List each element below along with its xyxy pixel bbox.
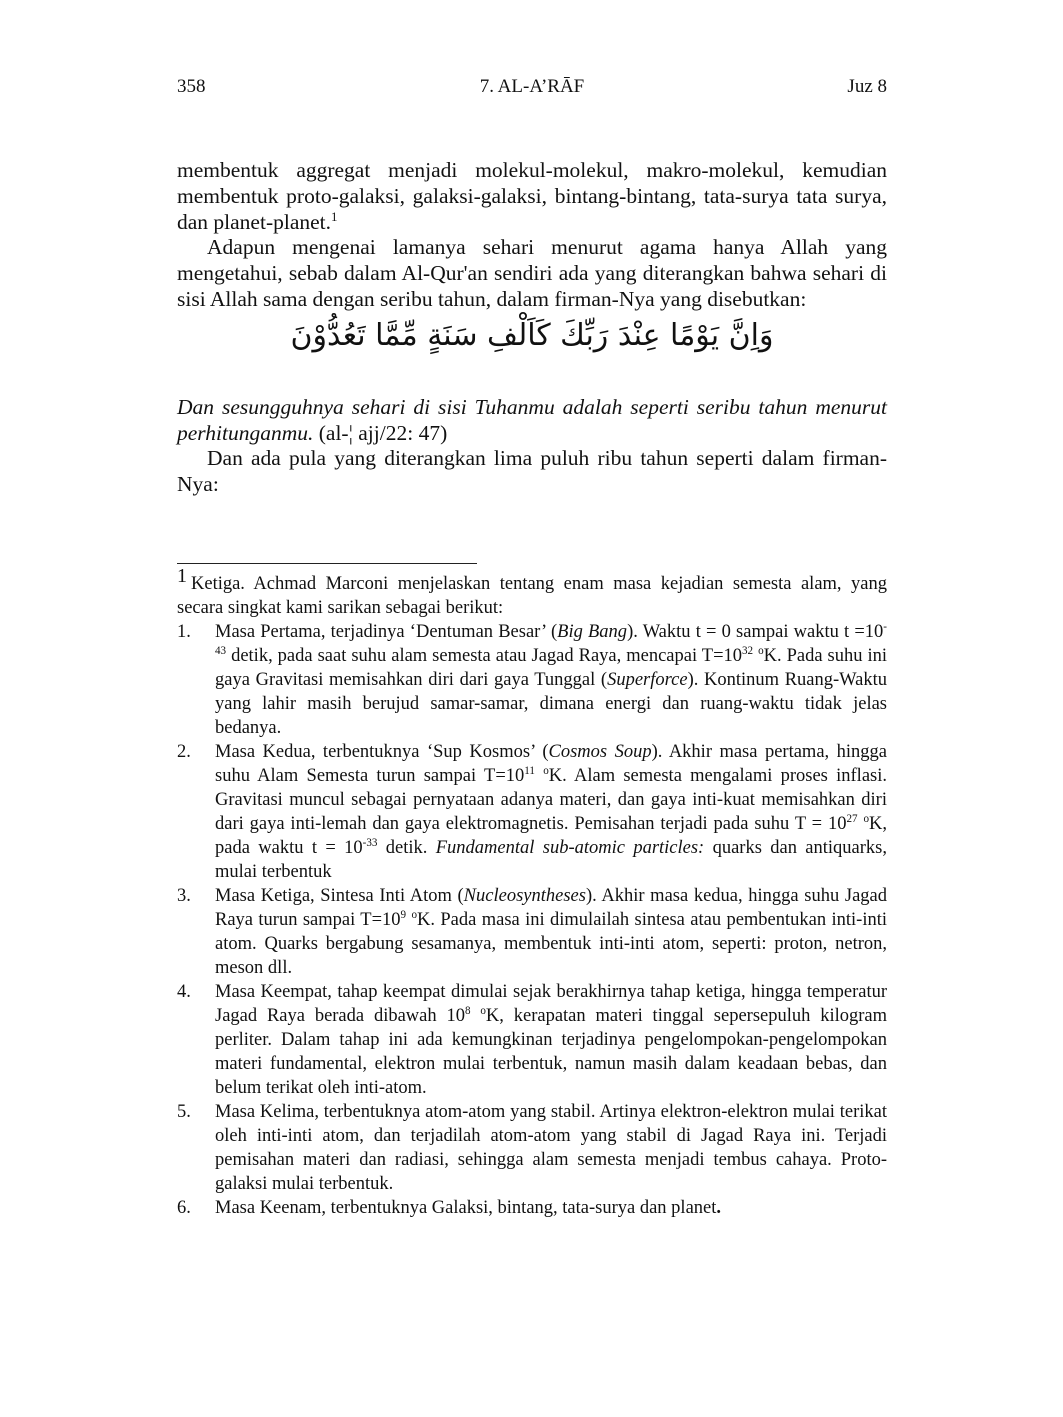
list-item: 2. Masa Kedua, terbentuknya ‘Sup Kosmos’ (Cosmos Soup). Akhir masa pertama, hingga suhu Alam Semesta turun sampai $T=10^{11}$ $^o$K. Alam semesta mengalami proses inflasi. Gravitasi muncul sebagai pernyataan adanya materi, dan gaya inti-kuat memisahkan diri dari gaya inti-lemah dan gaya elektromagnetis. Pemisahan terjadi pada suhu $T = 10^{27}$ $^o$K, pada waktu $t = 10^{-33}$ detik. Fundamental sub-atomic particles: quarks dan antiquarks, mulai terbentuk (177, 742, 887, 882)
footnote-divider (177, 563, 477, 564)
juz-label: Juz 8 (847, 76, 887, 97)
main-text (177, 158, 887, 498)
paragraph-3: Dan ada pula yang diterangkan lima puluh ribu tahun seperti dalam firman-Nya: (177, 446, 887, 497)
arabic-verse (177, 317, 887, 381)
list-item: 6. Masa Keenam, terbentuknya Galaksi, bintang, tata-surya dan planet. (177, 1198, 722, 1218)
footnote (177, 564, 887, 1220)
list-item: 3. Masa Ketiga, Sintesa Inti Atom (Nucleosyntheses). Akhir masa kedua, hingga suhu Jagad Raya turun sampai $T=10^9$ $^o$K. Pada masa ini dimulailah sintesa atau pembentukan inti-inti atom. Quarks bergabung sesamanya, membentuk inti-inti atom, seperti: proton, netron, meson dll. (177, 886, 887, 978)
footnote-marker: 1 (177, 564, 187, 587)
footnote-intro: 1 Ketiga. Achmad Marconi menjelaskan tentang enam masa kejadian semesta alam, yang secara singkat kami sarikan sebagai berikut: (177, 564, 887, 618)
translation-text: Dan sesungguhnya sehari di sisi Tuhanmu adalah seperti seribu tahun menurut perhitunganmu. (177, 394, 887, 445)
verse-translation (177, 395, 887, 447)
page-header (177, 76, 887, 104)
verse-reference: (al-¦ ajj/22: 47) (313, 420, 448, 445)
list-item: 4. Masa Keempat, tahap keempat dimulai sejak berakhirnya tahap ketiga, hingga temperatur Jagad Raya berada dibawah $10^8$ $^o$K, kerapatan materi tinggal sepersepuluh kilogram perliter. Dalam tahap ini ada kemungkinan terjadinya pengelompokan-pengelompokan materi fundamental, elektron mulai terbentuk, namun masih dalam keadaan bebas, dan belum terikat oleh inti-atom. (177, 982, 887, 1098)
chapter-title: 7. AL-A’RĀF (479, 76, 585, 97)
paragraph-1: membentuk aggregat menjadi molekul-molekul, makro-molekul, kemudian membentuk proto-galaksi, galaksi-galaksi, bintang-bintang, tata-surya tata surya, dan planet-planet.$^1$ (177, 158, 887, 234)
page-number: 358 (177, 76, 206, 97)
arabic-verse-text: وَاِنَّ يَوْمًا عِنْدَ رَبِّكَ كَاَلْفِ سَنَةٍ مِّمَّا تَعُدُّوْنَ (290, 317, 774, 353)
paragraph-2: Adapun mengenai lamanya sehari menurut agama hanya Allah yang mengetahui, sebab dalam Al-Qur'an sendiri ada yang diterangkan bahwa sehari di sisi Allah sama dengan seribu tahun, dalam firman-Nya yang disebutkan: (177, 235, 887, 311)
footnote-reference[interactable]: 1 (331, 209, 338, 224)
list-item: 1. Masa Pertama, terjadinya ‘Dentuman Besar’ (Big Bang). Waktu t = 0 sampai waktu $t =10^{-43}$ detik, pada saat suhu alam semesta atau Jagad Raya, mencapai $T=10^{32}$ $^o$K. Pada suhu ini gaya Gravitasi memisahkan diri dari gaya Tunggal (Superforce). Kontinum Ruang-Waktu yang lahir masih berujud samar-samar, dimana energi dan ruang-waktu tidak jelas bedanya. (177, 620, 887, 738)
footnote-list (177, 620, 887, 1220)
list-item: 5. Masa Kelima, terbentuknya atom-atom yang stabil. Artinya elektron-elektron mulai terikat oleh inti-inti atom, dan terjadilah atom-atom yang stabil di Jagad Raya ini. Terjadi pemisahan materi dan radiasi, sehingga alam semesta menjadi tembus cahaya. Proto-galaksi mulai terbentuk. (177, 1102, 887, 1194)
